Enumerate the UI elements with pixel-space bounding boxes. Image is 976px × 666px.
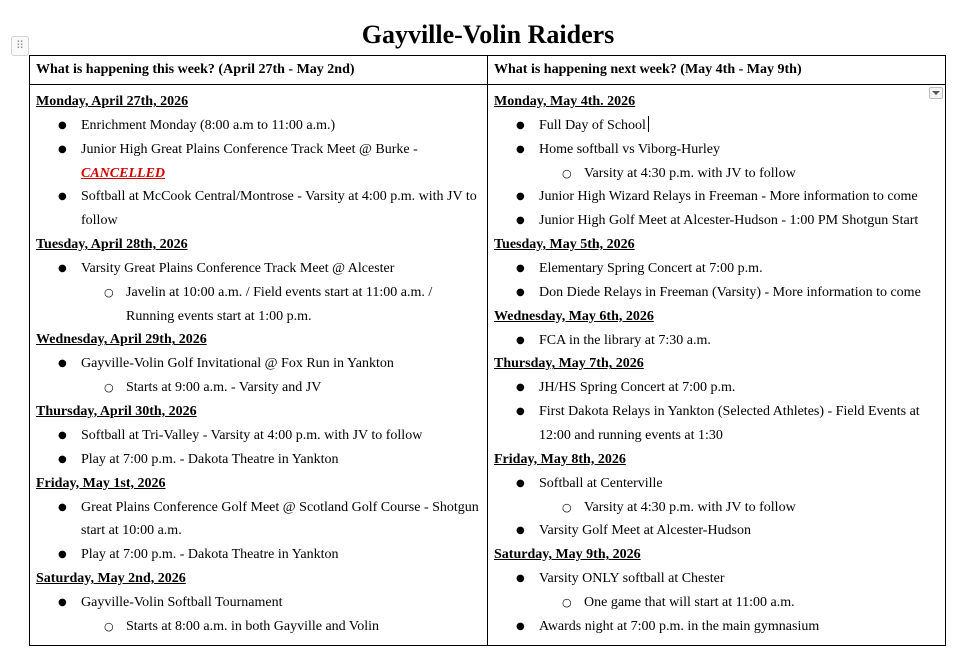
this-week-cell[interactable] — [30, 85, 488, 646]
sub-list-item: ○ Starts at 8:00 a.m. in both Gayville and Volin — [36, 615, 481, 639]
header-next-week: What is happening next week? (May 4th - May 9th) — [488, 56, 946, 85]
day-heading: Monday, April 27th, 2026 — [36, 94, 189, 109]
list-item: ● First Dakota Relays in Yankton (Selected Athletes) - Field Events at 12:00 and running events at 1:30 — [494, 400, 939, 448]
list-item: ● Softball at McCook Central/Montrose - Varsity at 4:00 p.m. with JV to follow — [36, 185, 481, 233]
drag-handle-icon[interactable]: ⠿ — [11, 36, 29, 56]
event-list — [494, 567, 939, 638]
event-list — [494, 257, 939, 305]
list-item: ● Great Plains Conference Golf Meet @ Scotland Golf Course - Shotgun start at 10:00 a.m. — [36, 496, 481, 544]
list-item: ● Varsity Golf Meet at Alcester-Hudson — [494, 519, 939, 543]
event-list — [36, 496, 481, 567]
list-item: ● Play at 7:00 p.m. - Dakota Theatre in Yankton — [36, 448, 481, 472]
event-list — [494, 329, 939, 353]
list-item: ● JH/HS Spring Concert at 7:00 p.m. — [494, 376, 939, 400]
day-heading: Friday, May 1st, 2026 — [36, 475, 166, 491]
day-heading: Friday, May 8th, 2026 — [494, 451, 626, 467]
list-item-text: Full Day of School — [539, 118, 646, 133]
event-list — [36, 591, 481, 639]
day-heading: Thursday, May 7th, 2026 — [494, 356, 644, 372]
list-item: ● Junior High Wizard Relays in Freeman - More information to come — [494, 185, 939, 209]
text-cursor — [648, 116, 649, 132]
event-list — [36, 424, 481, 472]
event-list — [494, 472, 939, 543]
day-heading: Saturday, May 9th, 2026 — [494, 547, 641, 563]
list-item: ● Play at 7:00 p.m. - Dakota Theatre in Yankton — [36, 543, 481, 567]
list-item: ● Don Diede Relays in Freeman (Varsity) - More information to come — [494, 281, 939, 305]
list-item: ● Enrichment Monday (8:00 a.m to 11:00 a.m.) — [36, 114, 481, 138]
list-item: ● Gayville-Volin Golf Invitational @ Fox Run in Yankton — [36, 352, 481, 376]
list-item — [36, 138, 481, 186]
sub-list-item: ○ One game that will start at 11:00 a.m. — [494, 591, 939, 615]
list-item: ● Softball at Tri-Valley - Varsity at 4:00 p.m. with JV to follow — [36, 424, 481, 448]
day-heading: Monday, May 4th. 2026 — [494, 94, 636, 109]
day-heading: Wednesday, April 29th, 2026 — [36, 332, 207, 348]
event-list — [36, 114, 481, 233]
list-item-text: Junior High Great Plains Conference Track Meet @ Burke - — [81, 141, 418, 157]
header-this-week: What is happening this week? (April 27th - May 2nd) — [30, 56, 488, 85]
day-heading: Tuesday, April 28th, 2026 — [36, 236, 188, 252]
list-item: ● Elementary Spring Concert at 7:00 p.m. — [494, 257, 939, 281]
event-list — [494, 376, 939, 447]
list-item: ● Varsity ONLY softball at Chester — [494, 567, 939, 591]
list-item: ● Junior High Golf Meet at Alcester-Hudson - 1:00 PM Shotgun Start — [494, 209, 939, 233]
sub-list-item: ○ Starts at 9:00 a.m. - Varsity and JV — [36, 376, 481, 400]
next-week-cell[interactable] — [488, 85, 946, 646]
sub-list-item: ○ Javelin at 10:00 a.m. / Field events start at 11:00 a.m. / Running events start at 1:00 p.m. — [36, 281, 481, 329]
list-item: ● Softball at Centerville — [494, 472, 939, 496]
schedule-table — [29, 55, 946, 646]
day-heading: Saturday, May 2nd, 2026 — [36, 570, 186, 586]
list-item: ● Awards night at 7:00 p.m. in the main gymnasium — [494, 615, 939, 639]
list-item: ● Gayville-Volin Softball Tournament — [36, 591, 481, 615]
dropdown-arrow-icon[interactable] — [929, 87, 943, 99]
list-item: ● Varsity Great Plains Conference Track Meet @ Alcester — [36, 257, 481, 281]
content-row — [30, 85, 946, 646]
day-heading: Thursday, April 30th, 2026 — [36, 403, 197, 419]
sub-list-item: ○ Varsity at 4:30 p.m. with JV to follow — [494, 496, 939, 520]
page-title: Gayville-Volin Raiders — [361, 20, 615, 49]
day-heading: Wednesday, May 6th, 2026 — [494, 308, 654, 324]
sub-list-item: ○ Varsity at 4:30 p.m. with JV to follow — [494, 162, 939, 186]
event-list — [36, 352, 481, 400]
day-heading: Tuesday, May 5th, 2026 — [494, 236, 635, 252]
event-list — [494, 114, 939, 233]
list-item — [494, 114, 939, 138]
header-row — [30, 56, 946, 85]
cancelled-label: CANCELLED — [81, 165, 166, 181]
list-item: ● Home softball vs Viborg-Hurley — [494, 138, 939, 162]
list-item: ● FCA in the library at 7:30 a.m. — [494, 329, 939, 353]
event-list — [36, 257, 481, 328]
